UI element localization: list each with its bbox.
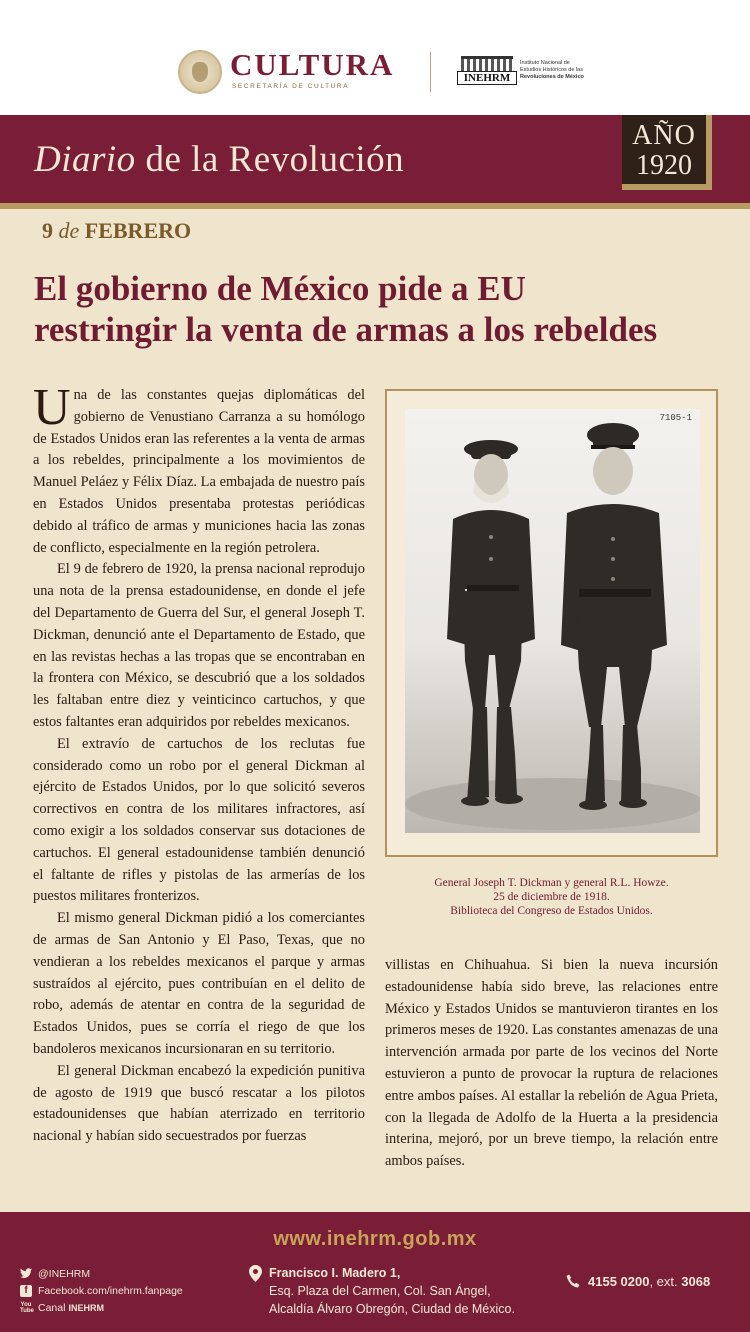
youtube-icon: You Tube	[20, 1301, 34, 1314]
banner-gold-rule	[0, 203, 750, 209]
paragraph-5: El general Dickman encabezó la expedición punitiva de agosto de 1919 que buscó rescatar a los pilotos estadounidenses que habían aterrizado en territorio nacional y habían sido secuestrados por fuerzas	[33, 1062, 365, 1145]
paragraph-2: El 9 de febrero de 1920, la prensa nacional reprodujo una nota de la prensa estadounidense, en donde el jefe del Departamento de Guerra del Sur, el general Joseph T. Dickman, denunció ante el Departamento de Estado, que en las revistas hechas a las tropas que se encontraban en la frontera con México, se descubrió que a los soldados les faltaban entre diez y veinticinco cartuchos, y que estos faltantes eran adquiridos por rebeldes mexicanos.	[33, 561, 365, 730]
inehrm-name-line3: Revoluciones de México	[520, 74, 584, 80]
twitter-handle: @INEHRM	[38, 1267, 91, 1280]
facebook-url: Facebook.com/inehrm.fanpage	[38, 1284, 183, 1297]
inehrm-name-line2: Estudios Históricos de las	[520, 67, 583, 73]
facebook-link[interactable]	[20, 1282, 183, 1299]
photo-frame	[385, 389, 718, 857]
phone-ext-label: , ext.	[649, 1274, 682, 1289]
address-street: Francisco I. Madero 1,	[269, 1266, 401, 1280]
phone-main: 4155 0200	[588, 1274, 650, 1289]
phone-ext-number: 3068	[681, 1274, 711, 1289]
address-line3: Alcaldía Álvaro Obregón, Ciudad de México.	[269, 1302, 515, 1316]
social-links	[20, 1265, 183, 1316]
year-label: AÑO	[632, 120, 696, 151]
publication-title-italic: Diario	[34, 139, 136, 180]
inehrm-full-name	[520, 60, 620, 81]
top-header	[0, 0, 750, 115]
paragraph-5-continued: villistas en Chihuahua. Si bien la nueva incursión estadounidense había sido breve, las relaciones entre México y Estados Unidos se mantuvieron tirantes en los primeros meses de 1920. Las constantes amenazas de una intervención armada por parte de los vecinos del Norte estuvieron a punto de provocar la ruptura de relaciones entre ambos países. Al estallar la rebelión de Agua Prieta, con la llegada de Adolfo de la Huerta a la presidencia interina, mejoró, por un breve tiempo, la relación entre ambos países.	[385, 957, 718, 1170]
article-body-left	[33, 379, 365, 1148]
historical-photo-generals	[405, 409, 700, 833]
youtube-channel: INEHRM	[68, 1302, 104, 1313]
twitter-link[interactable]	[20, 1265, 183, 1282]
article-date	[42, 218, 191, 244]
phone-number[interactable]	[588, 1274, 710, 1289]
drop-cap: U	[33, 379, 71, 436]
date-of: de	[58, 218, 80, 243]
paragraph-4: El mismo general Dickman pidió a los comerciantes de armas de San Antonio y El Paso, Texas, que no vendieran a los rebeldes mexicanos el parque y armas sustraídos al ejército, pues contribuían en el delito de robo, además de atentar en contra de la seguridad de Estados Unidos, pues se corría el riego de que los bandoleros mexicanos incursionaran en su territorio.	[33, 910, 365, 1057]
youtube-link[interactable]	[20, 1299, 183, 1316]
institute-address	[269, 1264, 515, 1318]
inehrm-name-line1: Instituto Nacional de	[520, 60, 570, 66]
publication-title-rest: de la Revolución	[135, 139, 405, 180]
photo-archive-stamp: 7105-1	[659, 413, 692, 423]
inehrm-building-icon	[461, 56, 513, 71]
header-divider	[430, 52, 431, 92]
cultura-logo-text: CULTURA	[230, 47, 395, 82]
inehrm-logo-text: INEHRM	[457, 71, 517, 85]
headline-line1: El gobierno de México pide a EU	[34, 269, 526, 308]
caption-line1: General Joseph T. Dickman y general R.L. Howze.	[434, 877, 669, 889]
article-body-right	[385, 955, 718, 1173]
paragraph-3: El extravío de cartuchos de los reclutas fue considerado como un robo por el general Dickman al ejército de Estados Unidos, por lo que solicitó severos correctivos en contra de los militares infractores, así como exigir a los soldados conservar sus dotaciones de cartuchos. El general estadounidense también denunció el faltante de rifles y pistolas de las armerías de los puestos militares fronterizos.	[33, 735, 365, 905]
cultura-subtitle: SECRETARÍA DE CULTURA	[232, 83, 350, 90]
twitter-icon	[20, 1268, 32, 1280]
date-day: 9	[42, 218, 53, 243]
photo-caption	[385, 876, 718, 918]
youtube-prefix: Canal	[38, 1301, 66, 1314]
publication-title	[34, 138, 404, 181]
caption-line3: Biblioteca del Congreso de Estados Unidos.	[450, 905, 653, 917]
inehrm-logo	[457, 56, 517, 86]
year-value: 1920	[636, 150, 692, 181]
national-seal-logo	[178, 50, 222, 94]
website-link[interactable]: www.inehrm.gob.mx	[273, 1228, 477, 1250]
paragraph-1-text: na de las constantes quejas diplomáticas del gobierno de Venustiano Carranza a su homólogo de Estados Unidos eran las referentes a la venta de armas a los rebeldes, principalmente a los movimientos de Manuel Peláez y Félix Díaz. La embajada de nuestro país en Estados Unidos presentaba protestas periódicas debido al tráfico de armas y municiones hacia las zonas de conflicto, especialmente en la región petrolera.	[33, 387, 365, 556]
year-badge	[622, 115, 712, 190]
generals-silhouette	[405, 409, 700, 833]
phone-icon	[566, 1274, 580, 1288]
location-pin-icon	[249, 1265, 262, 1282]
paragraph-1	[33, 379, 365, 559]
address-line2: Esq. Plaza del Carmen, Col. San Ángel,	[269, 1284, 491, 1298]
footer	[0, 1212, 750, 1332]
caption-line2: 25 de diciembre de 1918.	[493, 891, 610, 903]
headline-line2: restringir la venta de armas a los rebeldes	[34, 310, 658, 349]
facebook-icon: f	[20, 1285, 32, 1297]
article-headline	[34, 268, 734, 350]
date-month: FEBRERO	[84, 218, 192, 243]
